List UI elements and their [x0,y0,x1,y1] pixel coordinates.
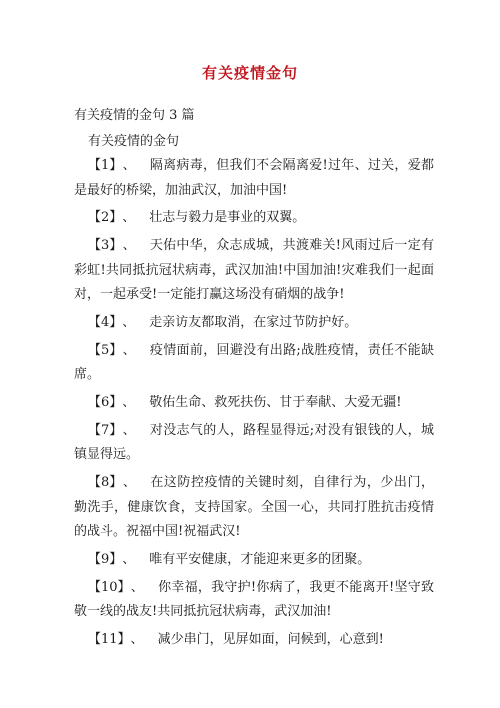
quote-text: 对没志气的人，路程显得远;对没有银钱的人，城镇显得远。 [74,422,434,463]
quote-text: 在这防控疫情的关键时刻，自律行为，少出门，勤洗手，健康饮食，支持国家。全国一心，共同打胜抗击疫情的战斗。祝福中国!祝福武汉! [74,475,434,540]
quote-item-6 [74,391,434,416]
quote-number: 【6】 [88,394,123,410]
quote-number: 【10】 [88,579,131,595]
quote-separator: 、 [122,158,136,173]
quote-separator: 、 [130,579,145,595]
quote-text: 天佑中华，众志成城，共渡难关!风雨过后一定有彩虹!共同抵抗冠状病毒，武汉加油!中国加油!灾难我们一起面对，一起承受!一定能打赢这场没有硝烟的战争! [74,238,434,303]
quote-separator: 、 [122,551,136,567]
quote-item-1 [74,154,434,203]
quote-list [74,154,434,656]
quote-item-2 [74,206,434,231]
quote-text: 壮志与毅力是事业的双翼。 [149,210,306,226]
quote-separator: 、 [122,422,136,438]
quote-item-11 [74,628,434,653]
quote-separator: 、 [122,210,136,226]
quote-separator: 、 [130,631,144,647]
quote-text: 唯有平安健康，才能迎来更多的团聚。 [149,551,371,567]
quote-item-9 [74,548,434,573]
quote-text: 你幸福，我守护!你病了，我更不能离开!坚守致敬一线的战友!共同抵抗冠状病毒，武汉加油! [74,579,434,620]
quote-number: 【2】 [88,210,123,226]
section-heading: 有关疫情的金句 [88,134,180,149]
quote-number: 【8】 [88,475,123,491]
quote-number: 【1】 [88,158,123,173]
quote-number: 【3】 [88,238,123,254]
quote-separator: 、 [122,238,136,254]
quote-separator: 、 [122,394,136,410]
quote-number: 【9】 [88,551,123,567]
quote-text: 隔离病毒，但我们不会隔离爱!过年、过关，爱都是最好的桥梁，加油武汉，加油中国! [74,158,434,198]
quote-item-10 [74,576,434,625]
quote-text: 减少串门，见屏如面，问候到，心意到! [157,631,384,647]
quote-item-3 [74,234,434,308]
quote-item-8 [74,471,434,545]
quote-number: 【4】 [88,314,123,330]
quote-separator: 、 [122,314,136,330]
quote-number: 【11】 [88,631,131,647]
document-subtitle: 有关疫情的金句 3 篇 [74,108,195,123]
quote-number: 【5】 [88,342,123,358]
document-title: 有关疫情金句 [201,64,298,82]
quote-text: 疫情面前，回避没有出路;战胜疫情，责任不能缺席。 [74,342,434,383]
quote-number: 【7】 [88,422,123,438]
quote-separator: 、 [122,342,136,358]
quote-item-5 [74,339,434,388]
quote-item-4 [74,311,434,336]
quote-separator: 、 [122,475,137,491]
quote-text: 走亲访友都取消，在家过节防护好。 [149,314,358,330]
quote-text: 敬佑生命、救死扶伤、甘于奉献、大爱无疆! [149,394,402,410]
quote-item-7 [74,419,434,468]
